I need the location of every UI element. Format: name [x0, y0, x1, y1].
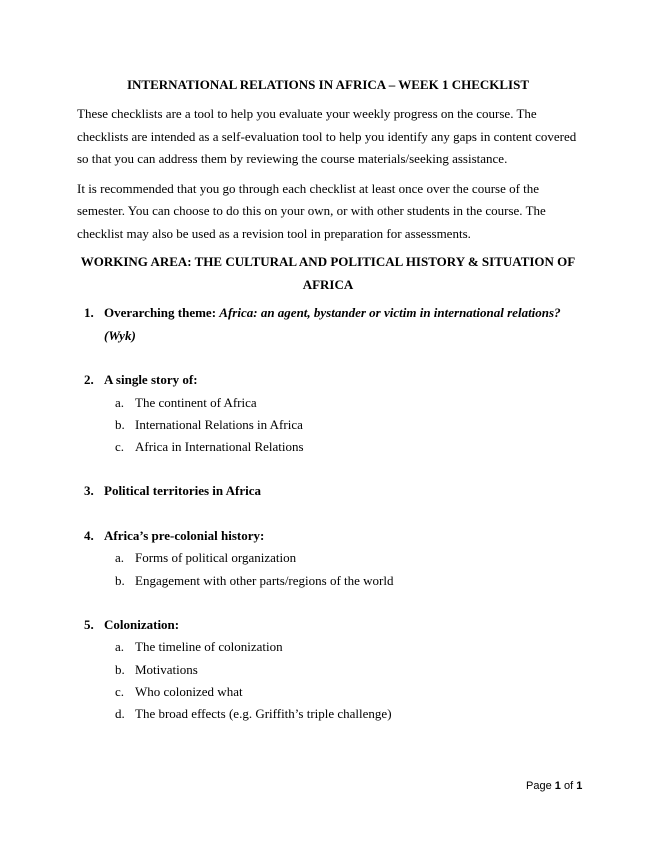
page-number: Page 1 of 1 [526, 780, 583, 792]
working-area-heading: WORKING AREA: THE CULTURAL AND POLITICAL HISTORY & SITUATION OF AFRICA [80, 254, 576, 292]
sub-item: a. The continent of Africa [115, 394, 257, 410]
document-title: INTERNATIONAL RELATIONS IN AFRICA – WEEK 1 CHECKLIST [126, 77, 529, 92]
item-number: 1. [84, 305, 94, 320]
intro-paragraph-1: These checklists are a tool to help you evaluate your weekly progress on the course. The checklists are intended as a self-evaluation tool to help you identify any gaps in content covered so that you can address them by reviewing the course materials/seeking assistance. [77, 106, 577, 166]
sub-item: a. Forms of political organization [115, 550, 297, 566]
sub-list [104, 636, 579, 725]
item-theme-text: Africa: an agent, bystander or victim in international relations? (Wyk) [104, 305, 561, 343]
intro-paragraph-2: It is recommended that you go through each checklist at least once over the course of the semester. You can choose to do this on your own, or with other students in the course. The checklist may also be used as a revision tool in preparation for assessments. [77, 180, 546, 241]
document-page [77, 74, 579, 748]
checklist [77, 302, 579, 726]
sub-list [104, 392, 579, 459]
sub-item: b. International Relations in Africa [115, 416, 303, 432]
checklist-item-1 [77, 302, 579, 347]
item-number: 3. [84, 483, 94, 499]
sub-item: a. The timeline of colonization [115, 639, 283, 655]
item-number: 2. [84, 372, 94, 387]
item-number: 4. [84, 527, 94, 543]
item-label: Colonization: [104, 616, 180, 632]
sub-item: b. Motivations [115, 661, 198, 677]
sub-list [104, 547, 579, 592]
checklist-item-2 [77, 369, 579, 458]
checklist-item-3 [77, 480, 579, 503]
sub-item: d. The broad effects (e.g. Griffith’s triple challenge) [115, 706, 392, 722]
item-label: Overarching theme: Africa: an agent, bystander or victim in international relations? (Wyk) [104, 305, 561, 343]
item-label: Political territories in Africa [104, 483, 262, 499]
sub-item: c. Who colonized what [115, 684, 243, 700]
item-label: A single story of: [104, 372, 198, 387]
sub-item: b. Engagement with other parts/regions of the world [115, 572, 394, 588]
sub-item: c. Africa in International Relations [115, 439, 304, 455]
checklist-item-4 [77, 525, 579, 592]
item-label: Africa’s pre-colonial history: [104, 527, 265, 543]
checklist-item-5 [77, 614, 579, 726]
item-number: 5. [84, 616, 94, 632]
